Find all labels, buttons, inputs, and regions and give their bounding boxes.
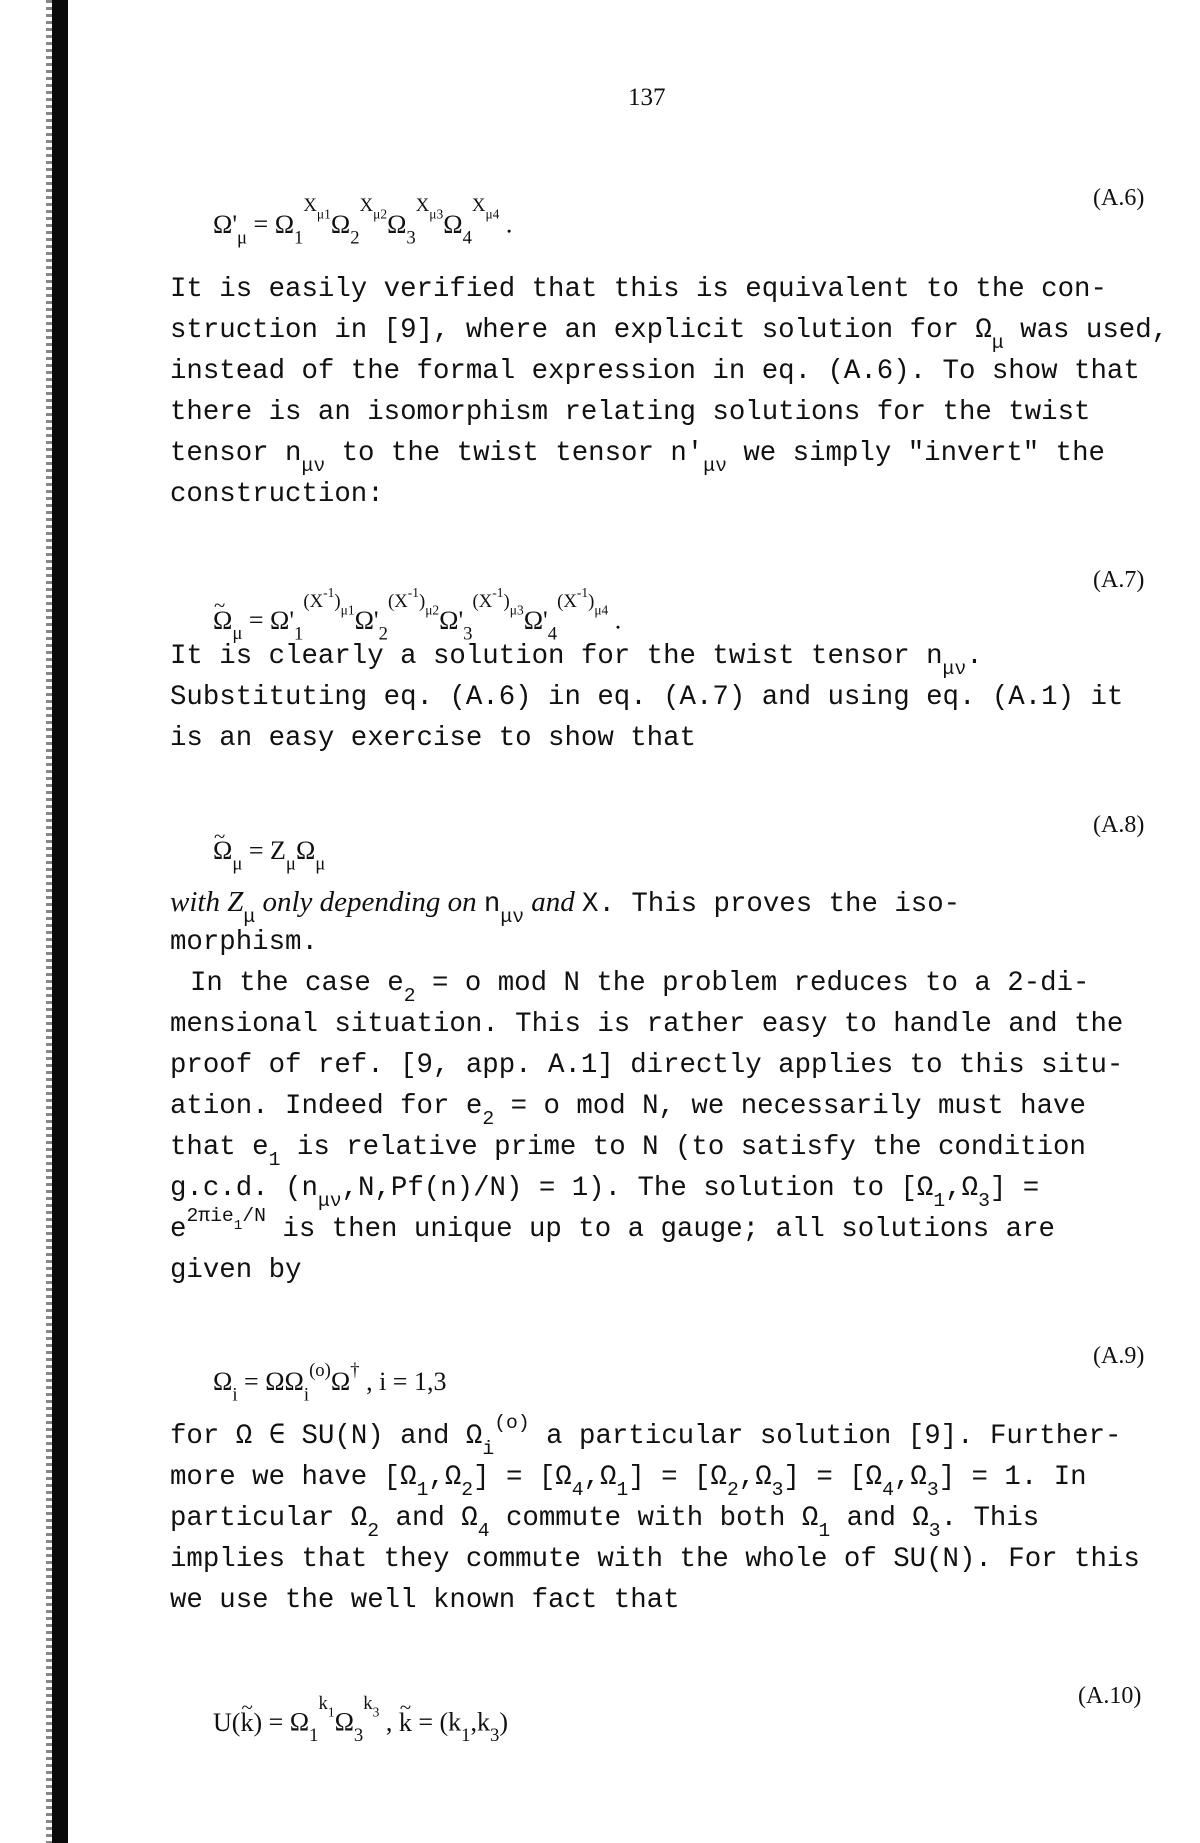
eq-a6-term-1: $\Omega_1^{X_{\mu 1}}$ bbox=[274, 195, 331, 248]
eq-a7-term-2: $\Omega'_2^{(X^{-1})_{\mu 2}}$ bbox=[354, 585, 440, 644]
paragraph2-line2: Substituting eq. (A.6) in eq. (A.7) and using eq. (A.1) it bbox=[170, 682, 1124, 713]
eq-a7-term-3: $\Omega'_3^{(X^{-1})_{\mu 3}}$ bbox=[439, 585, 524, 644]
paragraph5-line1: for Ω ∈ SU(N) and $\Omega_i^{(o)}$ a particular solution [9]. Further- bbox=[170, 1412, 1122, 1460]
paragraph4-line8: given by bbox=[170, 1255, 302, 1286]
paragraph4-line3: proof of ref. [9, app. A.1] directly applies to this situ- bbox=[170, 1050, 1124, 1081]
paragraph1-line2: struction in [9], where an explicit solution for $\Omega_\mu$ was used, bbox=[170, 315, 1169, 354]
eq-a8-lhs: ~ Ω bbox=[213, 838, 232, 864]
eq-a10-lhs: U(~ k) bbox=[213, 1708, 262, 1737]
eq-a6-term-4: $\Omega_4^{X_{\mu 4}}$ bbox=[443, 195, 500, 248]
paragraph1-line1: It is easily verified that this is equivalent to the con- bbox=[170, 274, 1107, 305]
eq-a7-term-4: $\Omega'_4^{(X^{-1})_{\mu 4}}$ bbox=[523, 585, 609, 644]
equation-a7: ~ $\Omega_\mu = \Omega'_1^{(X^{-1})_{\mu 1}}\Omega'_2^{(X^{-1})_{\mu 2}}\Omega'_3^{(X^{-1})_{\mu 3}}\Omega'_4^{(X^{-1})_{\mu 4}}$ . bbox=[200, 567, 621, 634]
eq-a7-lhs: ~ Ω bbox=[213, 608, 232, 634]
paragraph2-line1: It is clearly a solution for the twist tensor $n_{\mu\nu}$. bbox=[170, 641, 983, 680]
paragraph4-line6: g.c.d. $(n_{\mu\nu},N,Pf(n)/N) = 1$). The solution to $[\Omega_1,\Omega_3]$ = bbox=[170, 1173, 1040, 1212]
eq-a6-term-3: $\Omega_3^{X_{\mu 3}}$ bbox=[387, 195, 444, 248]
equation-a8-label: (A.8) bbox=[1093, 812, 1145, 838]
equation-a8: ~ $\Omega_\mu = Z_\mu\Omega_\mu$ bbox=[200, 812, 325, 864]
equation-a10: U(~ $k) = \Omega_1^{k_1}\Omega_3^{k_3}$ , ~ $k = (k_1,k_3)$ bbox=[200, 1678, 508, 1762]
paragraph4-line1: In the case $e_2 = o$ mod N the problem reduces to a 2-di- bbox=[190, 968, 1090, 1007]
equation-a9: $\Omega_i = \Omega\Omega_i^{(o)}\Omega^\dagger$ , i = 1,3 bbox=[213, 1359, 447, 1406]
equation-a9-label: (A.9) bbox=[1093, 1343, 1145, 1369]
paragraph3-line2: morphism. bbox=[170, 927, 318, 958]
equation-a7-label: (A.7) bbox=[1093, 567, 1145, 593]
paragraph4-line2: mensional situation. This is rather easy to handle and the bbox=[170, 1009, 1124, 1040]
paragraph5-line3: particular $\Omega_2$ and $\Omega_4$ commute with both $\Omega_1$ and $\Omega_3$. This bbox=[170, 1503, 1040, 1542]
paragraph4-line7: $e^{2\pi ie_1/N}$ is then unique up to a gauge; all solutions are bbox=[170, 1205, 1055, 1245]
eq-a6-term-2: $\Omega_2^{X_{\mu 2}}$ bbox=[330, 195, 388, 248]
paragraph4-line4: ation. Indeed for $e_2 = o$ mod N, we necessarily must have bbox=[170, 1091, 1086, 1130]
paragraph5-line2: more we have $[\Omega_1,\Omega_2] = [\Omega_4,\Omega_1] = [\Omega_2,\Omega_3] = [\Omega_4,\Omega_3] = 1$. In bbox=[170, 1462, 1087, 1501]
paragraph3-line1: with $Z_\mu$ only depending on $n_{\mu\nu}$ and X. This proves the iso- bbox=[170, 886, 961, 928]
page-binding-edge bbox=[52, 0, 68, 1843]
paragraph5-line5: we use the well known fact that bbox=[170, 1585, 680, 1616]
eq-a6-lhs: $\Omega'_\mu$ bbox=[213, 209, 248, 248]
paragraph2-line3: is an easy exercise to show that bbox=[170, 723, 696, 754]
paragraph5-line4: implies that they commute with the whole of SU(N). For this bbox=[170, 1544, 1140, 1575]
equation-a6-label: (A.6) bbox=[1093, 185, 1145, 211]
eq-a7-term-1: $\Omega'_1^{(X^{-1})_{\mu 1}}$ bbox=[270, 585, 355, 644]
page-binding-shadow bbox=[46, 0, 52, 1843]
paragraph1-line6: construction: bbox=[170, 479, 384, 510]
equation-a10-label: (A.10) bbox=[1078, 1683, 1142, 1709]
paragraph4-line5: that $e_1$ is relative prime to N (to satisfy the condition bbox=[170, 1132, 1086, 1171]
equation-a6: $\Omega'_\mu = \Omega_1^{X_{\mu 1}}\Omega_2^{X_{\mu 2}}\Omega_3^{X_{\mu 3}}\Omega_4^{X_{\mu 4}}$ . bbox=[213, 195, 513, 248]
paragraph1-line5: tensor $n_{\mu\nu}$ to the twist tensor $n'_{\mu\nu}$ we simply "invert" the bbox=[170, 438, 1105, 477]
page-number: 137 bbox=[628, 84, 666, 111]
paragraph1-line4: there is an isomorphism relating solutions for the twist bbox=[170, 397, 1091, 428]
paragraph1-line3: instead of the formal expression in eq. (A.6). To show that bbox=[170, 356, 1140, 387]
